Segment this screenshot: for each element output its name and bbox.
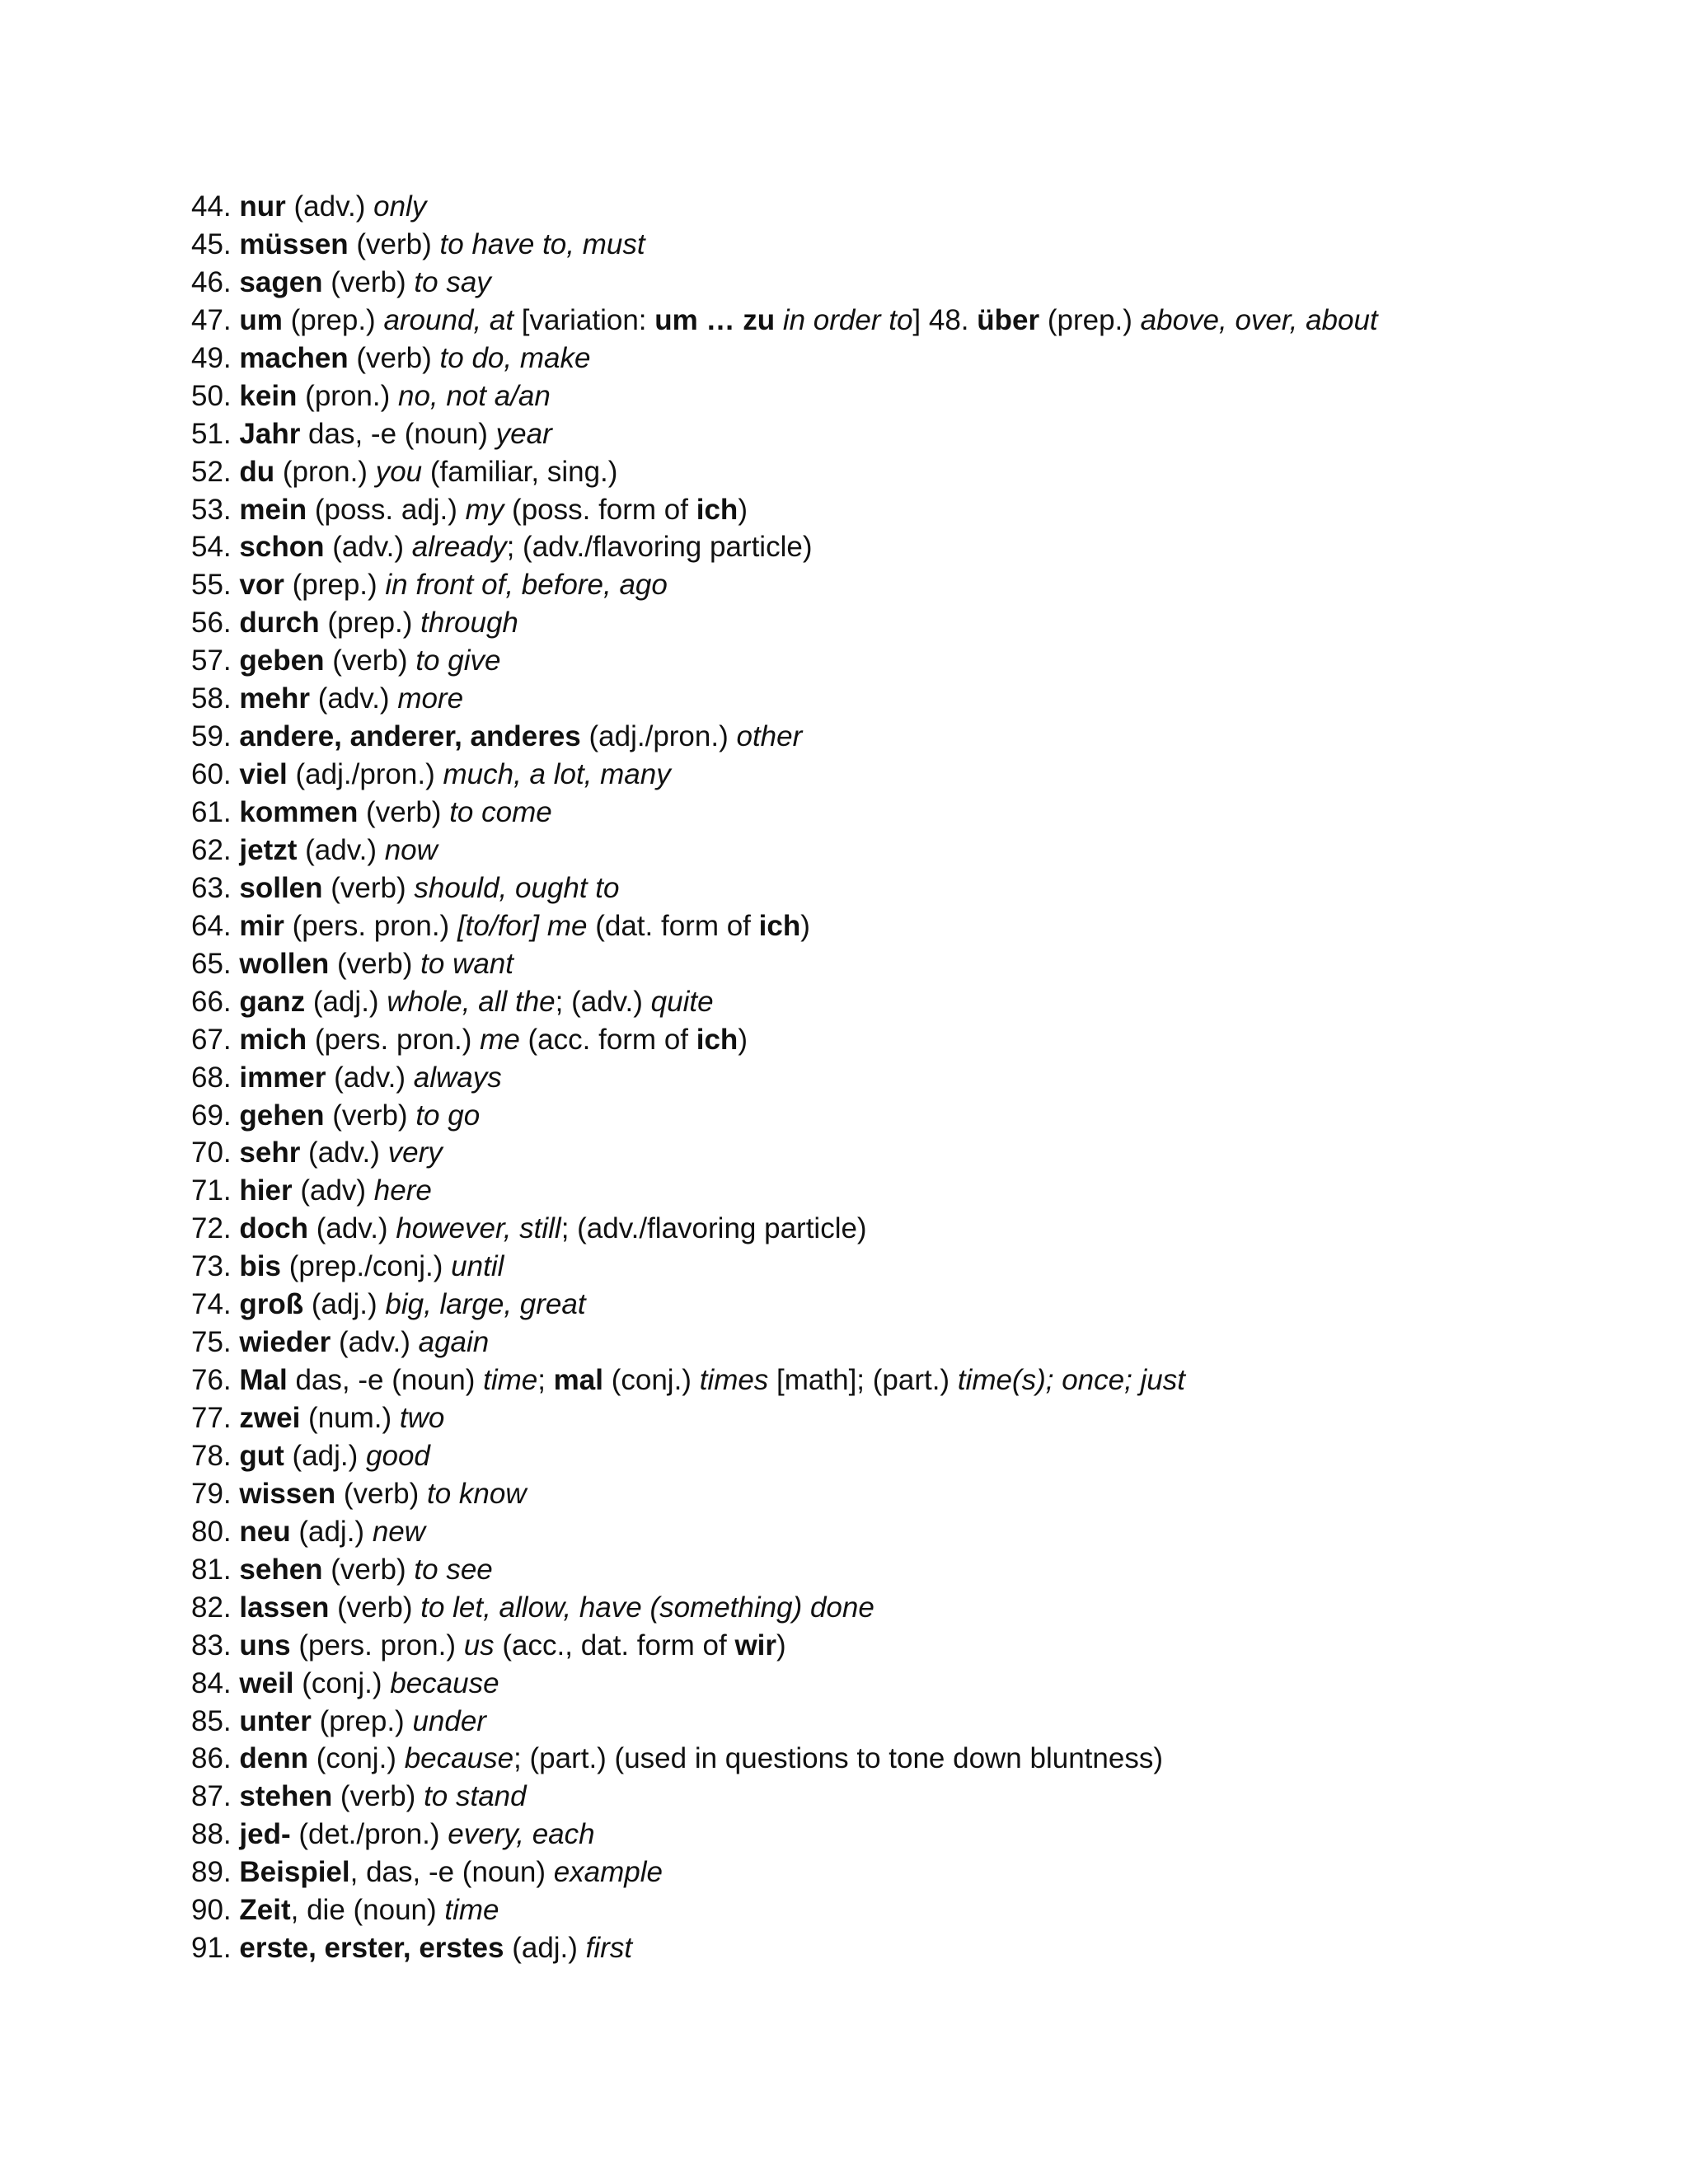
english-meaning: time(s); once; just (957, 1364, 1186, 1397)
entry-number: 57. (191, 644, 232, 677)
grammar-note: (conj.) (603, 1364, 700, 1397)
vocab-entry (191, 718, 1658, 756)
grammar-note: (adv.) (324, 531, 412, 564)
entry-number: 78. (191, 1439, 232, 1472)
english-meaning: us (463, 1629, 495, 1661)
entry-number: 73. (191, 1250, 232, 1283)
grammar-note: , die (noun) (290, 1894, 445, 1927)
grammar-note: (prep.) (284, 569, 386, 602)
vocab-entry (191, 756, 1658, 794)
grammar-note: ) (738, 1023, 748, 1056)
vocab-entry (191, 491, 1658, 529)
entry-number: 65. (191, 947, 232, 980)
entry-number: 91. (191, 1932, 232, 1965)
entry-number: 44. (191, 190, 232, 223)
vocab-entry (191, 1740, 1658, 1778)
grammar-note: (poss. form of (504, 493, 696, 526)
entry-number: 74. (191, 1288, 232, 1321)
entry-number: 81. (191, 1553, 232, 1586)
german-word: mehr (239, 682, 310, 715)
german-word: groß (239, 1288, 304, 1321)
vocabulary-list (191, 188, 1658, 1967)
english-meaning: me (480, 1023, 520, 1056)
german-word: wir (734, 1629, 777, 1661)
entry-number: 82. (191, 1591, 232, 1624)
german-word: gehen (239, 1099, 325, 1132)
english-meaning: times (699, 1364, 769, 1397)
vocab-entry (191, 566, 1658, 604)
vocab-entry (191, 1059, 1658, 1097)
entry-number: 46. (191, 265, 232, 298)
english-meaning: always (413, 1061, 502, 1094)
vocab-entry (191, 1929, 1658, 1967)
vocab-entry (191, 302, 1658, 340)
vocab-entry (191, 1627, 1658, 1665)
german-word: vor (239, 569, 284, 602)
english-meaning: to come (449, 796, 552, 828)
english-meaning: whole, all the (387, 985, 556, 1018)
german-word: bis (239, 1250, 281, 1283)
vocab-entry (191, 264, 1658, 302)
entry-number: 70. (191, 1137, 232, 1169)
english-meaning: however, still (396, 1212, 561, 1245)
entry-number: 47. (191, 303, 232, 336)
grammar-note: (prep.) (1039, 303, 1141, 336)
english-meaning: to go (415, 1099, 481, 1132)
vocab-entry (191, 1891, 1658, 1929)
english-meaning: big, large, great (385, 1288, 586, 1321)
grammar-note: (verb) (329, 947, 421, 980)
entry-number: 77. (191, 1402, 232, 1434)
entry-number: 56. (191, 607, 232, 640)
german-word: hier (239, 1174, 293, 1207)
entry-number: 54. (191, 531, 232, 564)
entry-number: 86. (191, 1742, 232, 1775)
german-word: mich (239, 1023, 307, 1056)
entry-number: 83. (191, 1629, 232, 1661)
grammar-note: [math]; (part.) (768, 1364, 958, 1397)
vocab-entry (191, 188, 1658, 226)
vocab-entry (191, 1097, 1658, 1135)
vocab-entry (191, 1248, 1658, 1286)
vocab-entry (191, 604, 1658, 642)
english-meaning: now (384, 833, 438, 866)
german-word: sagen (239, 265, 323, 298)
english-meaning: much, a lot, many (443, 758, 671, 791)
vocab-entry (191, 1021, 1658, 1059)
english-meaning: quite (650, 985, 714, 1018)
german-word: Zeit (239, 1894, 291, 1927)
grammar-note: (pron.) (274, 455, 376, 488)
english-meaning: to stand (424, 1780, 527, 1813)
grammar-note: ) (738, 493, 748, 526)
english-meaning: you (375, 455, 423, 488)
vocab-entry (191, 1854, 1658, 1891)
german-word: jetzt (239, 833, 298, 866)
german-word: unter (239, 1704, 312, 1737)
german-word: sehen (239, 1553, 323, 1586)
grammar-note (775, 304, 783, 336)
entry-number: 85. (191, 1704, 232, 1737)
entry-number: 53. (191, 493, 232, 526)
grammar-note: (adj.) (504, 1932, 586, 1965)
german-word: zwei (239, 1402, 301, 1434)
vocab-entry (191, 1324, 1658, 1361)
grammar-note: (adj./pron.) (287, 758, 443, 791)
english-meaning: first (585, 1932, 633, 1965)
grammar-note: ; (adv.) (555, 985, 651, 1018)
vocab-entry (191, 1399, 1658, 1437)
vocab-entry (191, 907, 1658, 945)
german-word: uns (239, 1629, 291, 1661)
english-meaning: to do, make (439, 341, 591, 374)
english-meaning: to see (414, 1553, 493, 1586)
vocab-entry (191, 794, 1658, 832)
vocab-entry (191, 1210, 1658, 1248)
english-meaning: more (397, 682, 464, 715)
grammar-note: ] 48. (912, 303, 978, 336)
entry-number: 90. (191, 1894, 232, 1927)
english-meaning: no, not a/an (397, 379, 551, 412)
entry-number: 75. (191, 1326, 232, 1359)
entry-number: 64. (191, 909, 232, 942)
grammar-note: (adj./pron.) (580, 720, 737, 753)
english-meaning: example (553, 1856, 663, 1889)
entry-number: 84. (191, 1666, 232, 1699)
german-word: jed- (239, 1818, 291, 1851)
entry-number: 58. (191, 682, 232, 715)
german-word: gut (239, 1439, 284, 1472)
entry-number: 76. (191, 1364, 232, 1397)
vocab-entry (191, 1286, 1658, 1324)
vocab-entry (191, 1589, 1658, 1627)
grammar-note: (adv.) (326, 1061, 414, 1094)
english-meaning: under (412, 1704, 486, 1737)
english-meaning: until (451, 1250, 504, 1283)
vocab-entry (191, 945, 1658, 983)
vocab-entry (191, 1475, 1658, 1513)
german-word: wissen (239, 1477, 336, 1510)
german-word: mein (239, 493, 307, 526)
english-meaning: above, over, about (1140, 303, 1378, 336)
grammar-note: , das, -e (noun) (349, 1856, 554, 1889)
vocab-entry (191, 642, 1658, 680)
vocab-entry (191, 528, 1658, 566)
english-meaning: to know (426, 1477, 527, 1510)
english-meaning: already (411, 531, 507, 564)
vocab-entry (191, 1513, 1658, 1551)
german-word: ich (758, 909, 801, 942)
english-meaning: to want (420, 947, 514, 980)
english-meaning: very (387, 1137, 443, 1169)
entry-number: 68. (191, 1061, 232, 1094)
german-word: um (239, 303, 283, 336)
grammar-note: (verb) (348, 227, 440, 260)
german-word: wieder (239, 1326, 331, 1359)
grammar-note: (verb) (358, 796, 450, 828)
grammar-note: (conj.) (293, 1666, 391, 1699)
vocab-entry (191, 1361, 1658, 1399)
vocab-entry (191, 832, 1658, 869)
english-meaning: to say (414, 265, 491, 298)
grammar-note: (prep.) (319, 607, 421, 640)
german-word: ich (696, 1023, 738, 1056)
english-meaning: in order to (782, 303, 913, 336)
entry-number: 69. (191, 1099, 232, 1132)
german-word: ganz (239, 985, 306, 1018)
grammar-note: (verb) (322, 871, 415, 904)
entry-number: 71. (191, 1174, 232, 1207)
vocab-entry (191, 680, 1658, 718)
vocab-entry (191, 226, 1658, 264)
entry-number: 50. (191, 379, 232, 412)
entry-number: 67. (191, 1023, 232, 1056)
vocab-entry (191, 983, 1658, 1021)
german-word: denn (239, 1742, 308, 1775)
grammar-note: (prep.) (311, 1704, 413, 1737)
grammar-note: (det./pron.) (290, 1818, 448, 1851)
vocab-entry (191, 1437, 1658, 1475)
vocab-entry (191, 1551, 1658, 1589)
grammar-note: (verb) (324, 1099, 416, 1132)
grammar-note: (adj.) (303, 1288, 386, 1321)
grammar-note: ; (part.) (used in questions to tone down bluntness) (513, 1742, 1163, 1775)
entry-number: 60. (191, 758, 232, 791)
vocab-entry (191, 1816, 1658, 1854)
grammar-note: (verb) (324, 644, 416, 677)
english-meaning: to let, allow, have (something) done (420, 1591, 874, 1624)
english-meaning: here (373, 1174, 432, 1207)
grammar-note: (adv.) (331, 1326, 419, 1359)
german-word: nur (239, 190, 286, 223)
entry-number: 89. (191, 1856, 232, 1889)
german-word: um … zu (654, 303, 776, 336)
english-meaning: good (366, 1439, 430, 1472)
german-word: schon (239, 531, 325, 564)
german-word: Mal (239, 1364, 288, 1397)
english-meaning: every, each (448, 1818, 595, 1851)
grammar-note: (familiar, sing.) (422, 455, 618, 488)
entry-number: 49. (191, 341, 232, 374)
german-word: über (977, 303, 1040, 336)
grammar-note: das, -e (noun) (300, 417, 496, 450)
german-word: mir (239, 909, 284, 942)
german-word: lassen (239, 1591, 330, 1624)
grammar-note: (acc., dat. form of (494, 1629, 735, 1661)
vocab-entry (191, 415, 1658, 453)
entry-number: 62. (191, 833, 232, 866)
grammar-note: (adv.) (308, 1212, 396, 1245)
grammar-note: (adv.) (297, 833, 385, 866)
entry-number: 63. (191, 871, 232, 904)
german-word: du (239, 455, 275, 488)
german-word: wollen (239, 947, 330, 980)
vocab-entry (191, 1172, 1658, 1210)
english-meaning: around, at (383, 303, 514, 336)
entry-number: 66. (191, 985, 232, 1018)
german-word: geben (239, 644, 325, 677)
english-meaning: new (372, 1515, 426, 1548)
grammar-note: [variation: (513, 303, 655, 336)
entry-number: 59. (191, 720, 232, 753)
german-word: Jahr (239, 417, 301, 450)
grammar-note: (adj.) (305, 985, 387, 1018)
english-meaning: in front of, before, ago (385, 569, 668, 602)
grammar-note: (adv.) (285, 190, 374, 223)
grammar-note: ) (800, 909, 810, 942)
english-meaning: should, ought to (414, 871, 620, 904)
english-meaning: only (373, 190, 427, 223)
grammar-note: (prep./conj.) (280, 1250, 452, 1283)
grammar-note: das, -e (noun) (287, 1364, 484, 1397)
grammar-note: (pers. pron.) (284, 909, 457, 942)
entry-number: 52. (191, 455, 232, 488)
grammar-note: (verb) (332, 1780, 424, 1813)
german-word: sollen (239, 871, 323, 904)
english-meaning: time (444, 1894, 499, 1927)
german-word: andere, anderer, anderes (239, 720, 581, 753)
english-meaning: my (465, 493, 504, 526)
entry-number: 79. (191, 1477, 232, 1510)
english-meaning: to have to, must (439, 227, 645, 260)
grammar-note: ; (adv./flavoring particle) (560, 1212, 867, 1245)
entry-number: 51. (191, 417, 232, 450)
grammar-note: (poss. adj.) (307, 493, 466, 526)
german-word: durch (239, 607, 320, 640)
vocab-entry (191, 1703, 1658, 1741)
german-word: neu (239, 1515, 291, 1548)
grammar-note: (adv.) (300, 1137, 388, 1169)
german-word: kommen (239, 796, 359, 828)
grammar-note: (pron.) (297, 379, 398, 412)
vocab-entry (191, 1134, 1658, 1172)
entry-number: 87. (191, 1780, 232, 1813)
german-word: mal (553, 1364, 603, 1397)
german-word: Beispiel (239, 1856, 350, 1889)
german-word: erste, erster, erstes (239, 1932, 504, 1965)
english-meaning: again (418, 1326, 490, 1359)
vocab-entry (191, 340, 1658, 377)
english-meaning: because (390, 1666, 499, 1699)
grammar-note: (conj.) (308, 1742, 405, 1775)
english-meaning: because (404, 1742, 514, 1775)
entry-number: 80. (191, 1515, 232, 1548)
grammar-note: (verb) (322, 1553, 415, 1586)
vocab-entry (191, 377, 1658, 415)
vocab-entry (191, 1665, 1658, 1703)
grammar-note: (verb) (322, 265, 415, 298)
grammar-note: ; (adv./flavoring particle) (506, 531, 813, 564)
german-word: ich (696, 493, 738, 526)
english-meaning: [to/for] me (457, 909, 588, 942)
grammar-note: (adj.) (290, 1515, 373, 1548)
grammar-note: (adj.) (284, 1439, 367, 1472)
grammar-note: (acc. form of (519, 1023, 696, 1056)
entry-number: 45. (191, 227, 232, 260)
english-meaning: two (399, 1402, 445, 1434)
grammar-note: ) (776, 1629, 786, 1661)
grammar-note: (verb) (335, 1477, 427, 1510)
grammar-note: ; (537, 1364, 554, 1397)
german-word: viel (239, 758, 288, 791)
english-meaning: other (736, 720, 803, 753)
german-word: stehen (239, 1780, 333, 1813)
german-word: immer (239, 1061, 326, 1094)
english-meaning: to give (415, 644, 501, 677)
grammar-note: (verb) (329, 1591, 421, 1624)
german-word: doch (239, 1212, 308, 1245)
grammar-note: (pers. pron.) (307, 1023, 481, 1056)
german-word: kein (239, 379, 298, 412)
english-meaning: through (420, 607, 518, 640)
entry-number: 61. (191, 796, 232, 828)
german-word: sehr (239, 1137, 301, 1169)
grammar-note: (adv) (292, 1174, 374, 1207)
german-word: machen (239, 341, 349, 374)
german-word: weil (239, 1666, 294, 1699)
grammar-note: (adv.) (309, 682, 398, 715)
grammar-note: (verb) (348, 341, 440, 374)
vocab-entry (191, 869, 1658, 907)
entry-number: 72. (191, 1212, 232, 1245)
entry-number: 88. (191, 1818, 232, 1851)
english-meaning: time (483, 1364, 538, 1397)
grammar-note: (num.) (300, 1402, 400, 1434)
grammar-note: (pers. pron.) (290, 1629, 464, 1661)
vocab-entry (191, 1778, 1658, 1816)
german-word: müssen (239, 227, 349, 260)
grammar-note: (prep.) (282, 303, 384, 336)
english-meaning: year (495, 417, 552, 450)
grammar-note: (dat. form of (587, 909, 759, 942)
entry-number: 55. (191, 569, 232, 602)
vocab-entry (191, 453, 1658, 491)
